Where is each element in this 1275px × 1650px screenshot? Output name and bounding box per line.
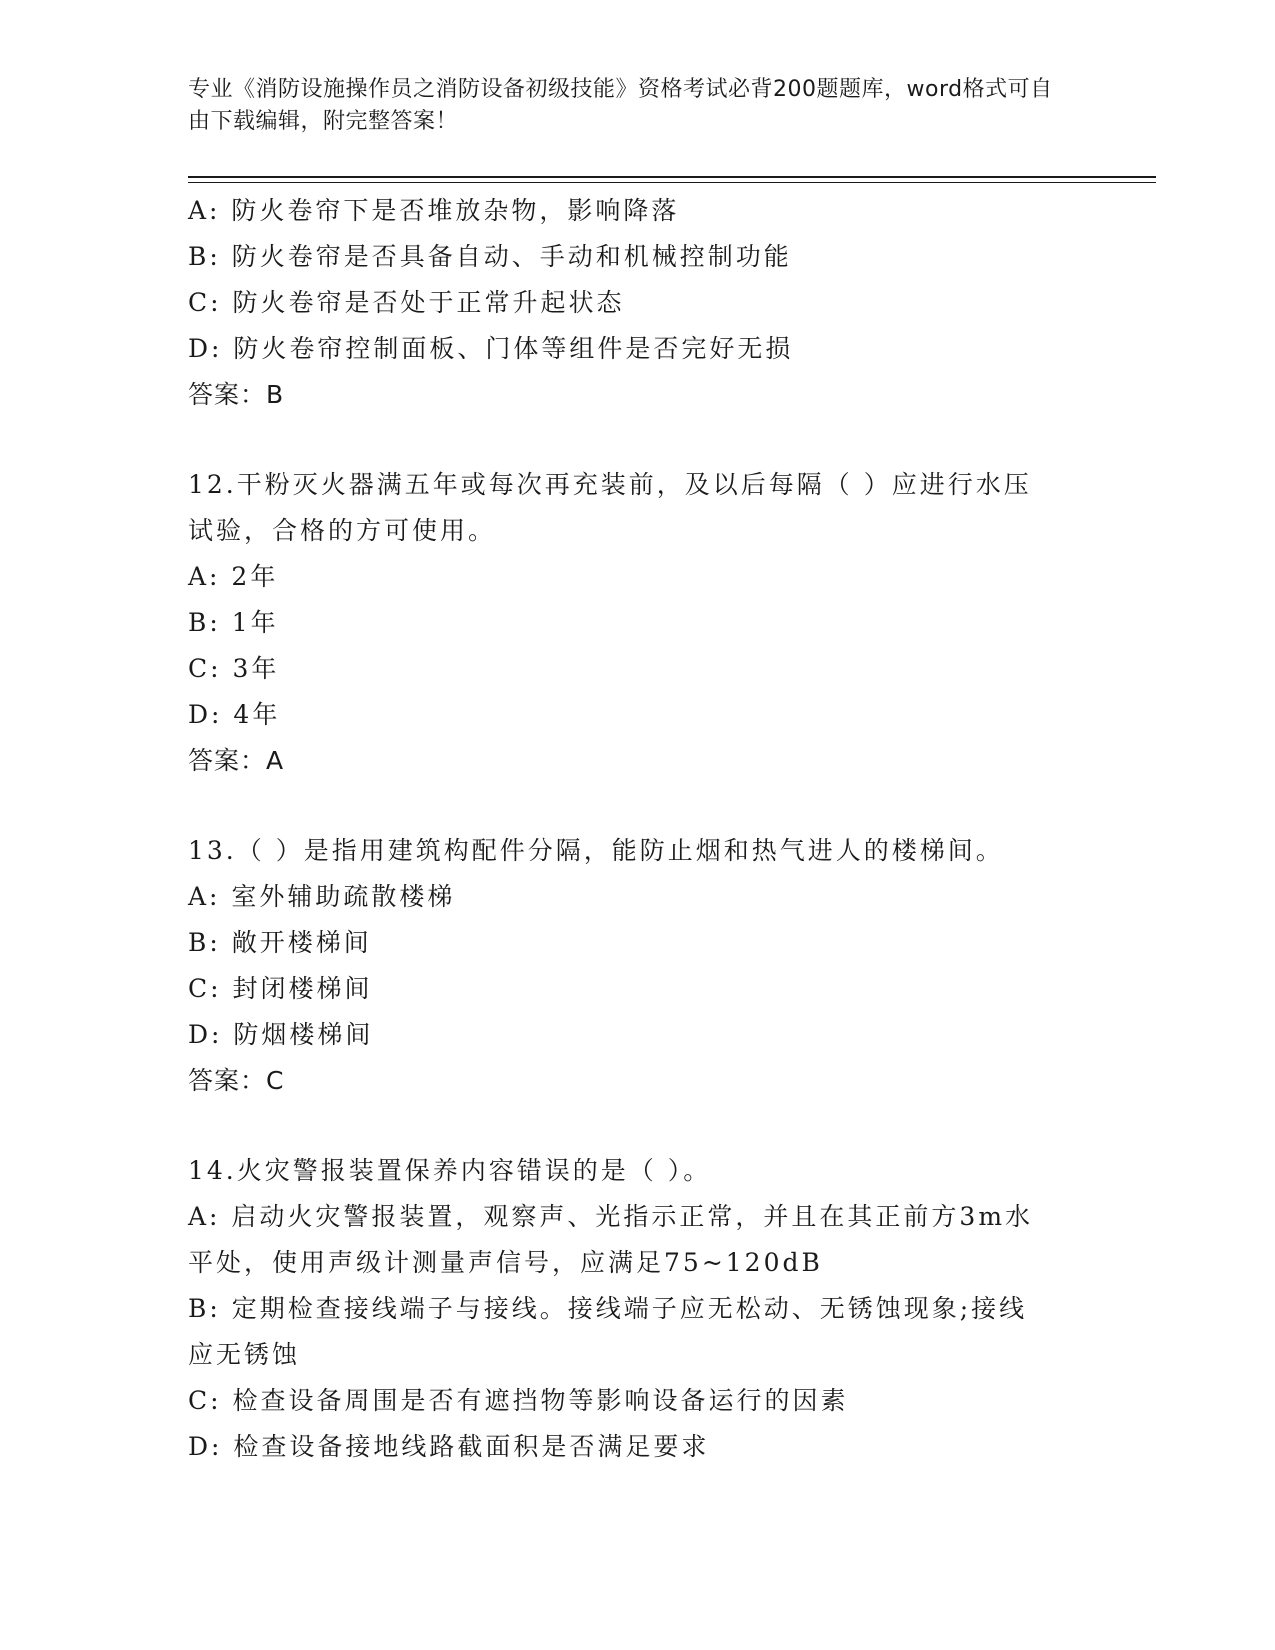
question-11 bbox=[188, 188, 1068, 418]
answer: 答案：B bbox=[188, 380, 285, 409]
option-c: C: 检查设备周围是否有遮挡物等影响设备运行的因素 bbox=[188, 1386, 849, 1415]
option-a: A: 室外辅助疏散楼梯 bbox=[188, 882, 456, 911]
option-b: B: 1年 bbox=[188, 608, 279, 637]
option-a: A: 2年 bbox=[188, 562, 279, 591]
option-d: D: 检查设备接地线路截面积是否满足要求 bbox=[188, 1432, 710, 1461]
header-rule-thick bbox=[188, 176, 1156, 178]
question-stem-line-2: 试验，合格的方可使用。 bbox=[188, 516, 497, 545]
document-header bbox=[188, 74, 1068, 138]
option-c: C: 防火卷帘是否处于正常升起状态 bbox=[188, 288, 625, 317]
option-a-line-1: A: 启动火灾警报装置，观察声、光指示正常，并且在其正前方3m水 bbox=[188, 1202, 1034, 1231]
answer: 答案：C bbox=[188, 1066, 285, 1095]
spacer bbox=[188, 418, 1068, 462]
spacer bbox=[188, 1104, 1068, 1148]
question-stem: 13.（ ）是指用建筑构配件分隔，能防止烟和热气进人的楼梯间。 bbox=[188, 836, 1004, 865]
option-c: C: 3年 bbox=[188, 654, 280, 683]
option-a-line-2: 平处，使用声级计测量声信号，应满足75~120dB bbox=[188, 1248, 823, 1277]
header-rule-thin bbox=[188, 182, 1156, 183]
question-list bbox=[188, 188, 1068, 1470]
question-12 bbox=[188, 462, 1068, 784]
option-b-line-1: B: 定期检查接线端子与接线。接线端子应无松动、无锈蚀现象;接线 bbox=[188, 1294, 1028, 1323]
question-stem-line-1: 12.干粉灭火器满五年或每次再充装前，及以后每隔（ ）应进行水压 bbox=[188, 470, 1032, 499]
header-text: 专业《消防设施操作员之消防设备初级技能》资格考试必背200题题库，word格式可自由下载编辑，附完整答案！ bbox=[188, 77, 1053, 134]
answer: 答案：A bbox=[188, 746, 285, 775]
option-d: D: 防火卷帘控制面板、门体等组件是否完好无损 bbox=[188, 334, 794, 363]
option-b-line-2: 应无锈蚀 bbox=[188, 1340, 301, 1369]
option-b: B: 防火卷帘是否具备自动、手动和机械控制功能 bbox=[188, 242, 792, 271]
option-d: D: 防烟楼梯间 bbox=[188, 1020, 374, 1049]
option-a: A: 防火卷帘下是否堆放杂物，影响降落 bbox=[188, 196, 680, 225]
option-d: D: 4年 bbox=[188, 700, 281, 729]
option-c: C: 封闭楼梯间 bbox=[188, 974, 373, 1003]
question-stem: 14.火灾警报装置保养内容错误的是（ ）。 bbox=[188, 1156, 712, 1185]
spacer bbox=[188, 784, 1068, 828]
option-b: B: 敞开楼梯间 bbox=[188, 928, 372, 957]
question-14 bbox=[188, 1148, 1068, 1470]
question-13 bbox=[188, 828, 1068, 1104]
